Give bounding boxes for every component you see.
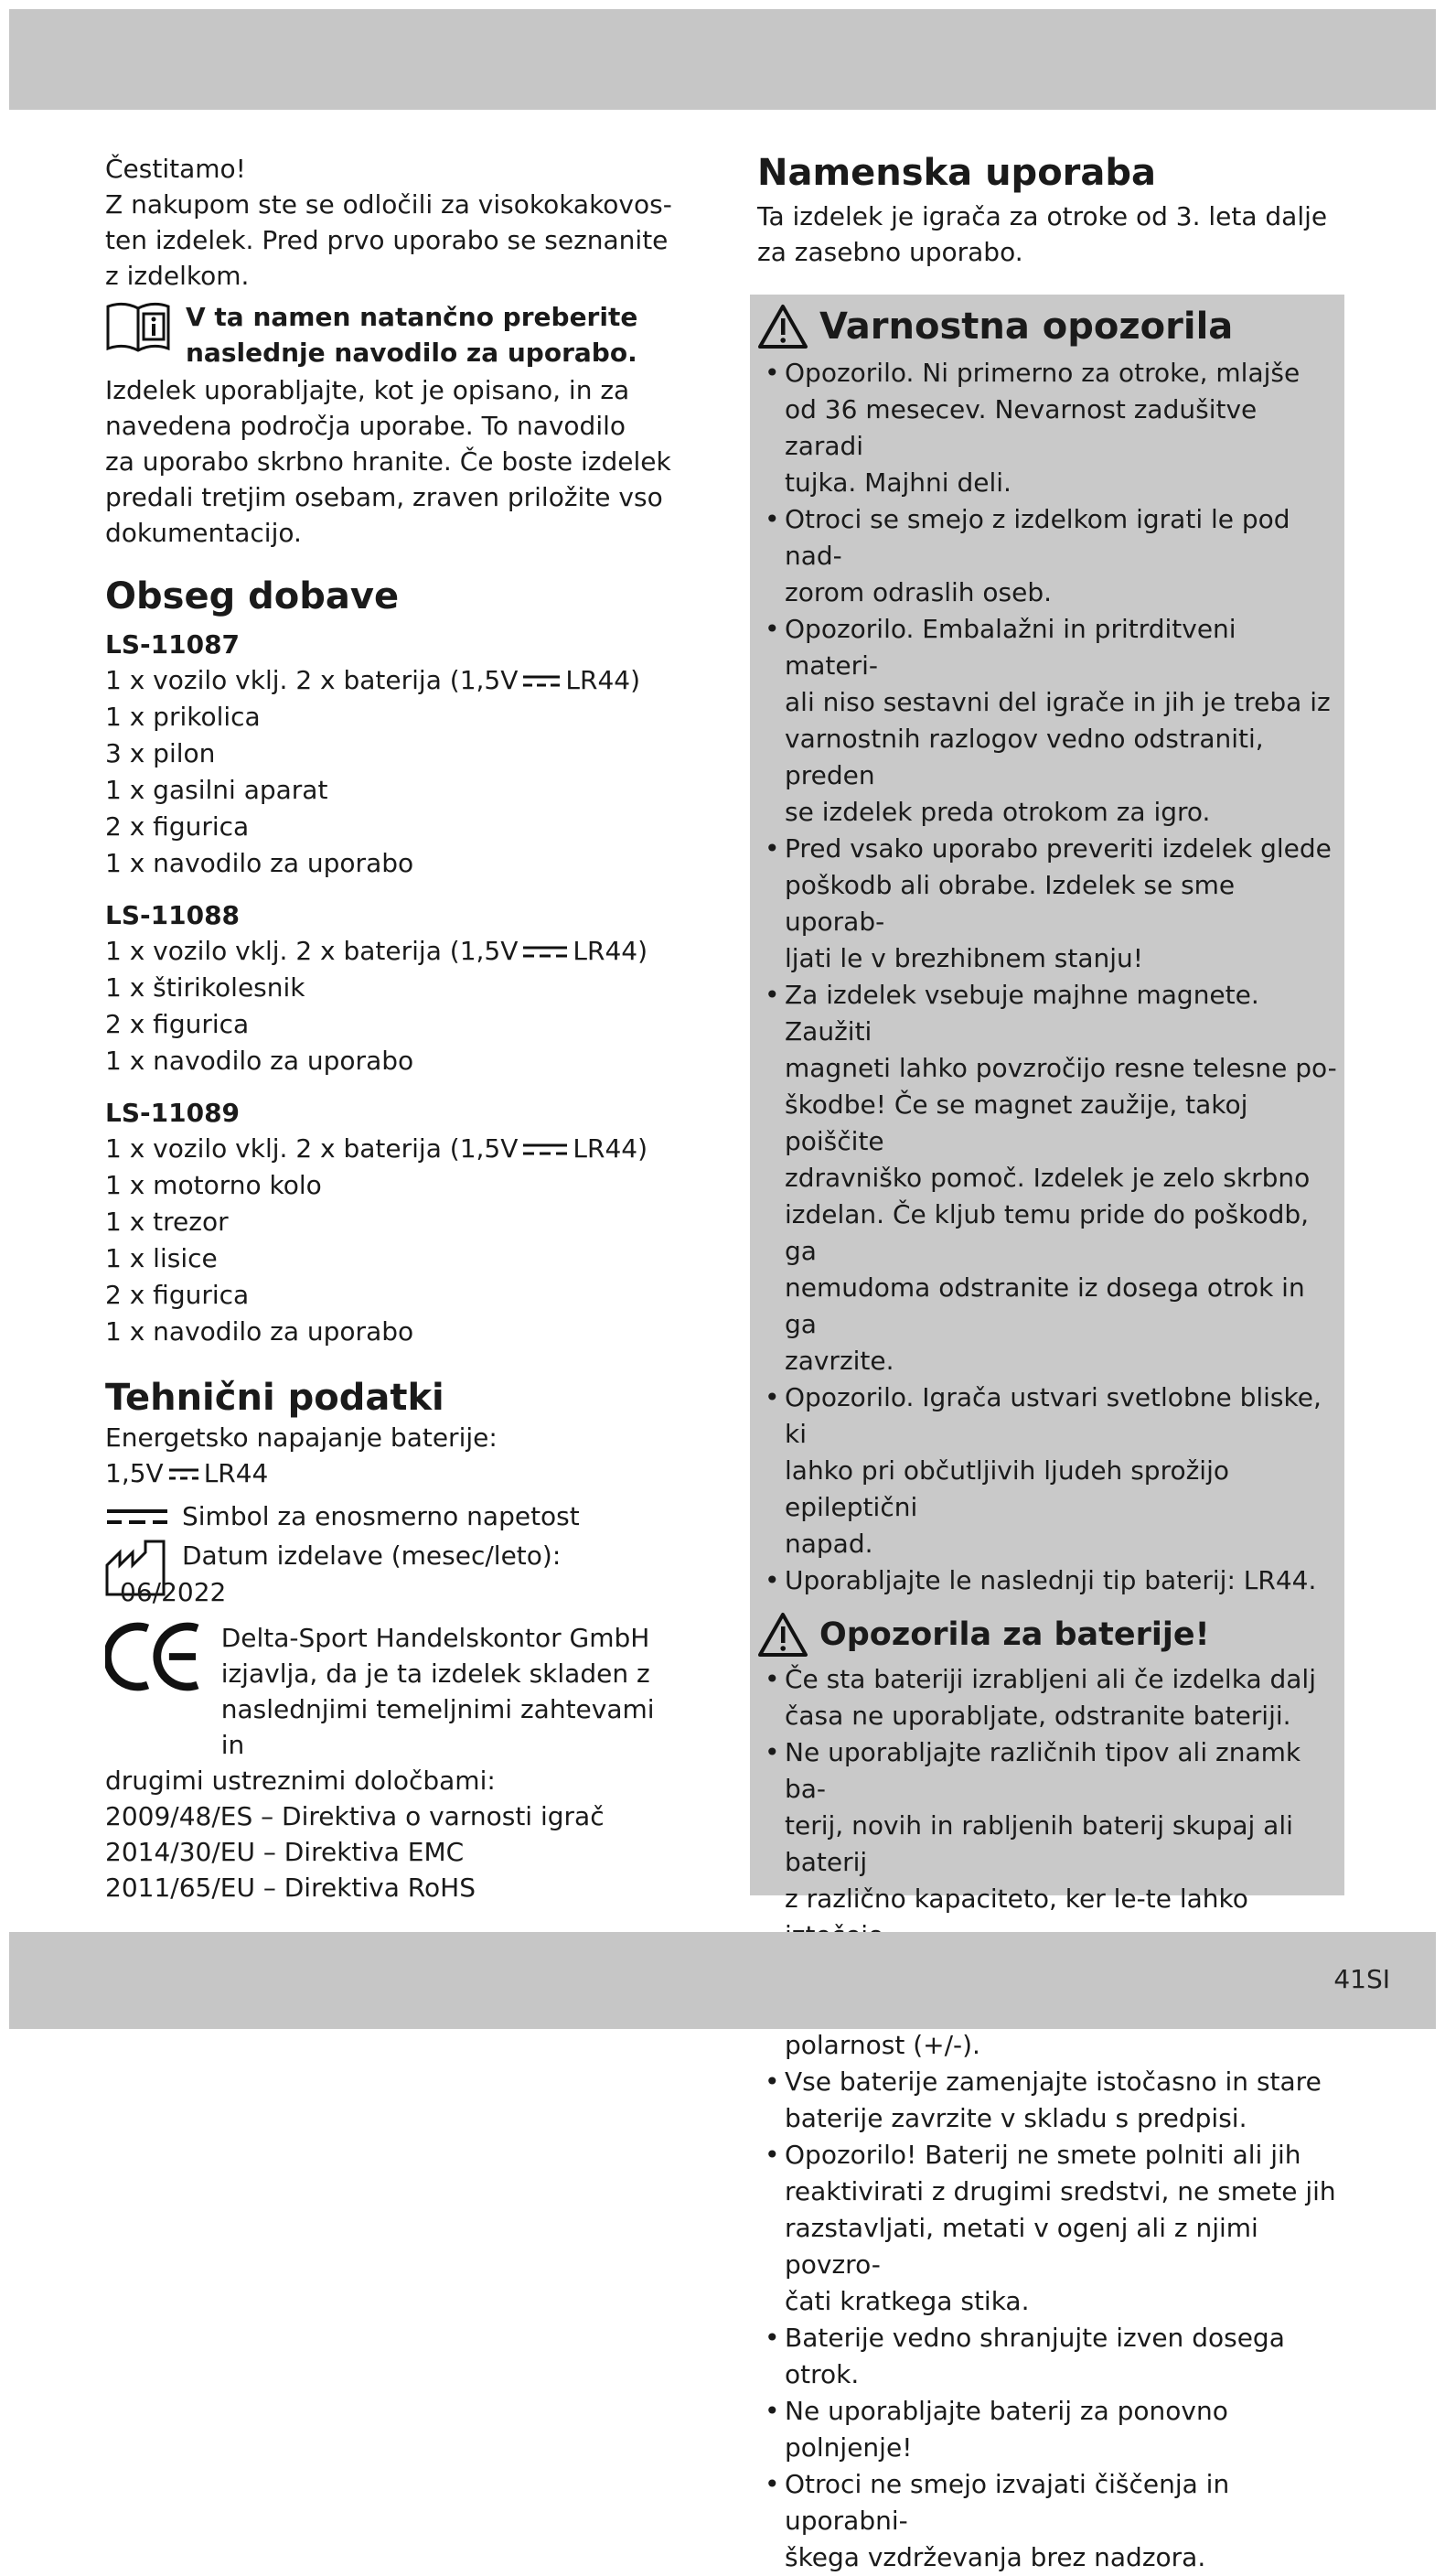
list-item: 1 x gasilni aparat	[105, 775, 328, 805]
intended-line: za zasebno uporabo.	[757, 237, 1023, 267]
ce-line: naslednjimi temeljnimi zahtevami in	[220, 1694, 655, 1760]
list-item: 1 x navodilo za uporabo	[105, 1046, 414, 1076]
list-item: 1 x navodilo za uporabo	[105, 1316, 414, 1347]
intro-line: Izdelek uporabljajte, kot je opisano, in za	[105, 375, 630, 405]
list-item: • Za izdelek vsebuje majhne magnete. Zaužiti magneti lahko povzročijo resne telesne po- škodbe! Če se magnet zaužije, takoj poiščite zdravniško pomoč. Izdelek je zelo skrbno izdelan. Če kljub temu pride do poškodb, ga nemudoma odstranite iz dosega otrok in ga zavrzite.	[757, 977, 1337, 1379]
dc-symbol-icon	[521, 672, 562, 691]
list-item: 1 x štirikolesnik	[105, 972, 305, 1003]
list-item: • Pred vsako uporabo preveriti izdelek glede poškodb ali obrabe. Izdelek se sme uporab- ljati le v brezhibnem stanju!	[757, 831, 1337, 977]
list-item: 1 x navodilo za uporabo	[105, 848, 414, 878]
ce-line: Delta-Sport Handelskontor GmbH	[220, 1623, 650, 1653]
read-note-line: V ta namen natančno preberite	[186, 302, 638, 332]
list-item: 2 x figurica	[105, 1009, 250, 1039]
warning-triangle-icon	[757, 1612, 808, 1658]
manufacture-date	[105, 1538, 672, 1611]
intro-line: navedena področja uporabe. To navodilo	[105, 411, 626, 441]
tech-heading: Tehnični podatki	[105, 1377, 444, 1419]
read-instructions-note	[105, 299, 672, 372]
list-item: • Ne uporabljajte baterij za ponovno polnjenje!	[757, 2393, 1337, 2466]
power-label: Energetsko napajanje baterije:	[105, 1422, 498, 1453]
list-item: 1 x motorno kolo	[105, 1170, 322, 1200]
model-section	[105, 628, 672, 882]
list-item: 1 x trezor	[105, 1207, 229, 1237]
directive: 2009/48/ES – Direktiva o varnosti igrač	[105, 1801, 605, 1831]
model-code: LS-11089	[105, 1098, 241, 1128]
ce-mark-icon	[105, 1620, 205, 1693]
intro-line: dokumentacijo.	[105, 518, 302, 548]
model-section	[105, 1096, 672, 1350]
date-label: Datum izdelave (mesec/leto):	[182, 1540, 562, 1571]
directive: 2011/65/EU – Direktiva RoHS	[105, 1873, 476, 1903]
safety-list	[757, 355, 1337, 1599]
list-item: • Če sta bateriji izrabljeni ali če izdelka dalj časa ne uporabljate, odstranite bateriji.	[757, 1661, 1337, 1734]
list-item: • Opozorilo. Ni primerno za otroke, mlajše od 36 mesecev. Nevarnost zadušitve zaradi tujka. Majhni deli.	[757, 355, 1337, 501]
list-item: 1 x vozilo vklj. 2 x baterija (1,5V LR44)	[105, 665, 640, 695]
list-item: • Uporabljajte le naslednji tip baterij: LR44.	[757, 1562, 1337, 1599]
left-column	[105, 151, 672, 1905]
congrats-text: Čestitamo!	[105, 154, 246, 184]
footer-band	[9, 1932, 1436, 2029]
intro-paragraph	[105, 187, 672, 294]
dc-symbol-icon	[521, 1141, 569, 1159]
dc-symbol-icon	[167, 1465, 200, 1484]
list-item: 1 x lisice	[105, 1243, 218, 1273]
intro-line: ten izdelek. Pred prvo uporabo se seznanite	[105, 225, 669, 255]
battery-heading-row	[757, 1612, 1337, 1658]
list-item: 2 x figurica	[105, 811, 250, 842]
list-item: 1 x prikolica	[105, 702, 261, 732]
date-value: 06/2022	[120, 1577, 227, 1607]
manual-book-icon	[105, 301, 171, 354]
safety-heading-row	[757, 304, 1337, 349]
right-column	[757, 151, 1343, 270]
list-item: • Vse baterije zamenjajte istočasno in stare baterije zavrzite v skladu s predpisi.	[757, 2064, 1337, 2137]
safety-heading: Varnostna opozorila	[819, 306, 1234, 348]
battery-list	[757, 1661, 1337, 2576]
model-code: LS-11087	[105, 629, 241, 660]
intro-line: za uporabo skrbno hranite. Če boste izdelek	[105, 446, 671, 477]
read-note-line: naslednje navodilo za uporabo.	[186, 338, 637, 368]
header-band	[9, 9, 1436, 110]
scope-heading: Obseg dobave	[105, 575, 400, 617]
model-section	[105, 898, 672, 1079]
list-item: • Otroci se smejo z izdelkom igrati le pod nad- zorom odraslih oseb.	[757, 501, 1337, 611]
ce-line: izjavlja, da je ta izdelek skladen z	[220, 1658, 650, 1689]
safety-warnings-box	[750, 295, 1344, 2572]
list-item: • Otroci ne smejo izvajati čiščenja in uporabni- škega vzdrževanja brez nadzora.	[757, 2466, 1337, 2576]
intro-line: predali tretjim osebam, zraven priložite vso	[105, 482, 663, 512]
list-item: 1 x vozilo vklj. 2 x baterija (1,5V LR44)	[105, 936, 648, 966]
list-item: • Opozorilo. Embalažni in pritrditveni materi- ali niso sestavni del igrače in jih je treba iz varnostnih razlogov vedno odstraniti, preden se izdelek preda otrokom za igro.	[757, 611, 1337, 831]
intro-line: Z nakupom ste se odločili za visokokakovos-	[105, 189, 672, 220]
intended-line: Ta izdelek je igrača za otroke od 3. leta dalje	[757, 201, 1328, 231]
dc-symbol-icon	[521, 943, 569, 961]
list-item: 1 x vozilo vklj. 2 x baterija (1,5V LR44)	[105, 1133, 648, 1164]
list-item: • polarnost (+/-).	[757, 1991, 1337, 2064]
power-value: 1,5V LR44	[105, 1458, 269, 1488]
battery-heading: Opozorila za baterije!	[819, 1616, 1210, 1653]
intro-line: z izdelkom.	[105, 261, 250, 291]
intended-use-heading: Namenska uporaba	[757, 152, 1157, 194]
list-item: • Opozorilo! Baterij ne smete polniti ali jih reaktivirati z drugimi sredstvi, ne smete jih razstavljati, metati v ogenj ali z njimi povzro- čati kratkega stika.	[757, 2137, 1337, 2320]
list-item: 3 x pilon	[105, 738, 216, 768]
list-item: 2 x figurica	[105, 1280, 250, 1310]
model-code: LS-11088	[105, 900, 241, 930]
directive: 2014/30/EU – Direktiva EMC	[105, 1837, 465, 1867]
ce-continuation: drugimi ustreznimi določbami:	[105, 1766, 496, 1796]
list-item: • Baterije vedno shranjujte izven dosega otrok.	[757, 2320, 1337, 2393]
intro-paragraph-2	[105, 372, 672, 551]
list-item: • Ne uporabljajte različnih tipov ali znamk ba- terij, novih in rabljenih baterij skupaj ali baterij z različno kapaciteto, ker le-te lahko	[757, 1734, 1337, 1991]
list-item: • Opozorilo. Igrača ustvari svetlobne bliske, ki lahko pri občutljivih ljudeh sprožijo epileptični napad.	[757, 1379, 1337, 1562]
dc-symbol-text: Simbol za enosmerno napetost	[182, 1501, 580, 1531]
dc-symbol-row	[105, 1498, 672, 1534]
page-number: 41SI	[1333, 1964, 1390, 1994]
dc-symbol-icon	[105, 1506, 169, 1528]
ce-declaration	[105, 1620, 672, 1763]
warning-triangle-icon	[757, 304, 808, 349]
